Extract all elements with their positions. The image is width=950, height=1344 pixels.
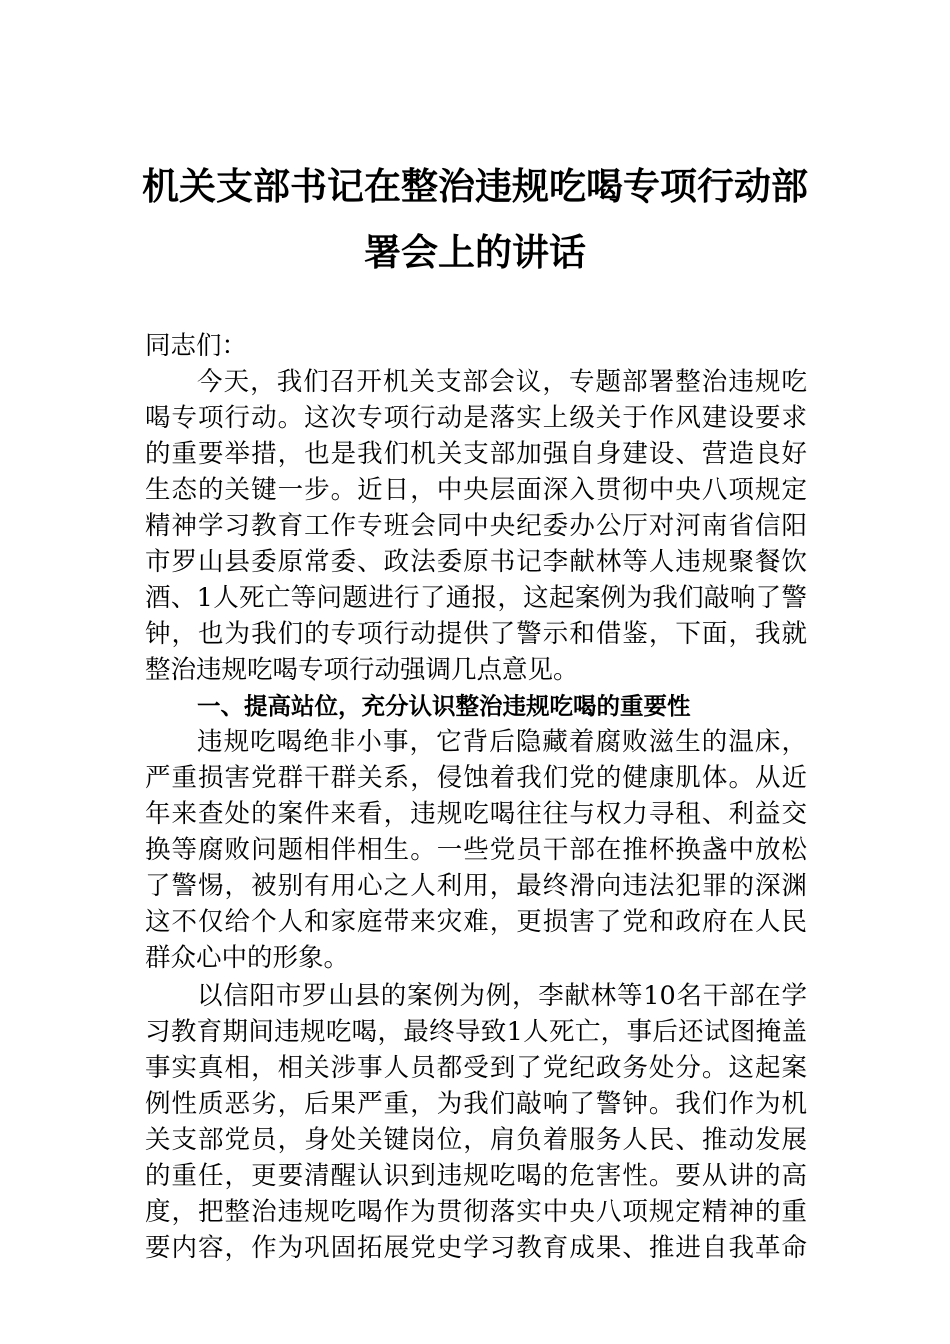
paragraph-line: 群众心中的形象。 [145,943,350,973]
intro-line: 生态的关键一步。近日，中央层面深入贯彻中央八项规定 [145,475,807,505]
paragraph-line: 以信阳市罗山县的案例为例，李献林等10名干部在学 [197,981,807,1011]
paragraph-line: 事实真相，相关涉事人员都受到了党纪政务处分。这起案 [145,1053,807,1083]
section-heading: 一、提高站位，充分认识整治违规吃喝的重要性 [197,692,691,720]
document-title-line-1: 机关支部书记在整治违规吃喝专项行动部 [142,164,808,208]
paragraph-line: 了警惕，被别有用心之人利用，最终滑向违法犯罪的深渊 [145,871,807,901]
paragraph-line: 度，把整治违规吃喝作为贯彻落实中央八项规定精神的重 [145,1197,807,1227]
intro-line: 整治违规吃喝专项行动强调几点意见。 [145,655,579,685]
paragraph-line: 习教育期间违规吃喝，最终导致1人死亡，事后还试图掩盖 [145,1017,807,1047]
intro-line: 的重要举措，也是我们机关支部加强自身建设、营造良好 [145,439,807,469]
document-title-line-2: 署会上的讲话 [364,230,586,274]
paragraph-line: 例性质恶劣，后果严重，为我们敲响了警钟。我们作为机 [145,1089,807,1119]
paragraph-line: 要内容，作为巩固拓展党史学习教育成果、推进自我革命 [145,1233,807,1263]
paragraph-line: 严重损害党群干群关系，侵蚀着我们党的健康肌体。从近 [145,763,807,793]
intro-line: 喝专项行动。这次专项行动是落实上级关于作风建设要求 [145,403,807,433]
salutation: 同志们： [145,331,248,361]
paragraph-line: 换等腐败问题相伴相生。一些党员干部在推杯换盏中放松 [145,835,807,865]
intro-line: 钟，也为我们的专项行动提供了警示和借鉴，下面，我就 [145,619,807,649]
paragraph-line: 年来查处的案件来看，违规吃喝往往与权力寻租、利益交 [145,799,807,829]
paragraph-line: 的重任，更要清醒认识到违规吃喝的危害性。要从讲的高 [145,1161,807,1191]
intro-line: 酒、1人死亡等问题进行了通报，这起案例为我们敲响了警 [145,583,807,613]
paragraph-line: 关支部党员，身处关键岗位，肩负着服务人民、推动发展 [145,1125,807,1155]
paragraph-line: 违规吃喝绝非小事，它背后隐藏着腐败滋生的温床， [197,727,807,757]
paragraph-line: 这不仅给个人和家庭带来灾难，更损害了党和政府在人民 [145,907,807,937]
intro-line: 市罗山县委原常委、政法委原书记李献林等人违规聚餐饮 [145,547,807,577]
intro-line: 精神学习教育工作专班会同中央纪委办公厅对河南省信阳 [145,511,807,541]
intro-line: 今天，我们召开机关支部会议，专题部署整治违规吃 [197,367,807,397]
